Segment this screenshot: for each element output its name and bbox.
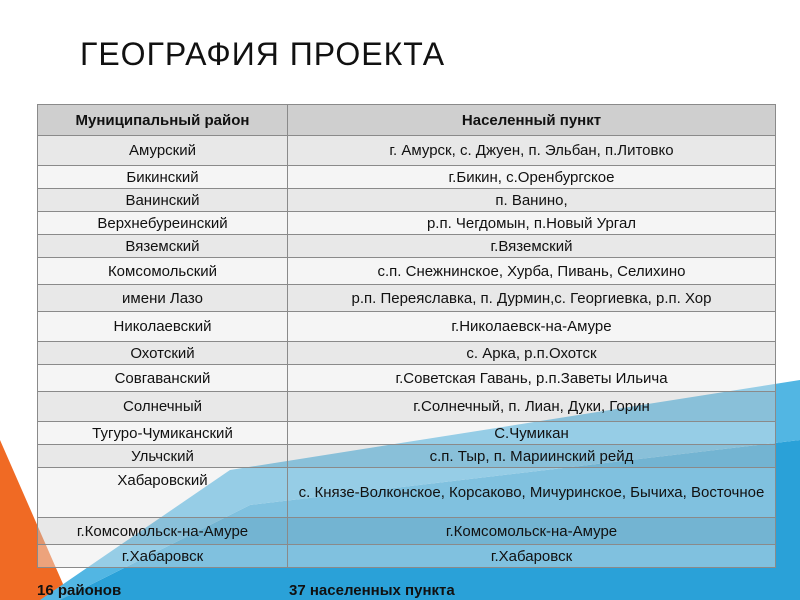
settlement-cell: г. Амурск, с. Джуен, п. Эльбан, п.Литовко [288, 136, 776, 166]
page-title: ГЕОГРАФИЯ ПРОЕКТА [80, 36, 446, 72]
settlement-cell: с. Князе-Волконское, Корсаково, Мичуринское, Бычиха, Восточное [288, 468, 776, 518]
district-cell: Вяземский [38, 235, 288, 258]
settlement-count: 37 населенных пункта [289, 582, 455, 599]
district-cell: Верхнебуреинский [38, 212, 288, 235]
settlement-cell: г.Хабаровск [288, 545, 776, 568]
district-cell: Ульчский [38, 445, 288, 468]
table-row [38, 392, 776, 422]
district-cell: Совгаванский [38, 365, 288, 392]
table-row [38, 235, 776, 258]
table-row [38, 212, 776, 235]
summary-footer [37, 582, 775, 600]
table-row [38, 422, 776, 445]
column-header-district: Муниципальный район [38, 105, 288, 136]
settlement-cell: с.п. Снежнинское, Хурба, Пивань, Селихино [288, 258, 776, 285]
settlement-cell: с.п. Тыр, п. Мариинский рейд [288, 445, 776, 468]
district-cell: Солнечный [38, 392, 288, 422]
table-row [38, 166, 776, 189]
settlement-cell: г.Вяземский [288, 235, 776, 258]
table-header-row [38, 105, 776, 136]
district-cell: Бикинский [38, 166, 288, 189]
settlement-cell: г.Николаевск-на-Амуре [288, 312, 776, 342]
settlement-cell: С.Чумикан [288, 422, 776, 445]
table-row [38, 342, 776, 365]
table-row [38, 365, 776, 392]
geography-table [37, 104, 776, 568]
settlement-cell: р.п. Чегдомын, п.Новый Ургал [288, 212, 776, 235]
table-row [38, 136, 776, 166]
settlement-cell: г.Советская Гавань, р.п.Заветы Ильича [288, 365, 776, 392]
settlement-cell: г.Комсомольск-на-Амуре [288, 518, 776, 545]
table-row [38, 312, 776, 342]
settlement-cell: г.Бикин, с.Оренбургское [288, 166, 776, 189]
table-row [38, 189, 776, 212]
district-cell: Амурский [38, 136, 288, 166]
district-count: 16 районов [37, 582, 122, 599]
settlement-cell: с. Арка, р.п.Охотск [288, 342, 776, 365]
table-row [38, 518, 776, 545]
district-cell: г.Комсомольск-на-Амуре [38, 518, 288, 545]
table-row [38, 285, 776, 312]
table-row [38, 445, 776, 468]
settlement-cell: п. Ванино, [288, 189, 776, 212]
column-header-settlement: Населенный пункт [288, 105, 776, 136]
district-cell: г.Хабаровск [38, 545, 288, 568]
district-cell: имени Лазо [38, 285, 288, 312]
district-cell: Хабаровский [38, 468, 288, 518]
district-cell: Ванинский [38, 189, 288, 212]
district-cell: Тугуро-Чумиканский [38, 422, 288, 445]
table-row [38, 258, 776, 285]
district-cell: Комсомольский [38, 258, 288, 285]
settlement-cell: р.п. Переяславка, п. Дурмин,с. Георгиевка, р.п. Хор [288, 285, 776, 312]
district-cell: Николаевский [38, 312, 288, 342]
table-row [38, 468, 776, 518]
settlement-cell: г.Солнечный, п. Лиан, Дуки, Горин [288, 392, 776, 422]
table-row [38, 545, 776, 568]
district-cell: Охотский [38, 342, 288, 365]
